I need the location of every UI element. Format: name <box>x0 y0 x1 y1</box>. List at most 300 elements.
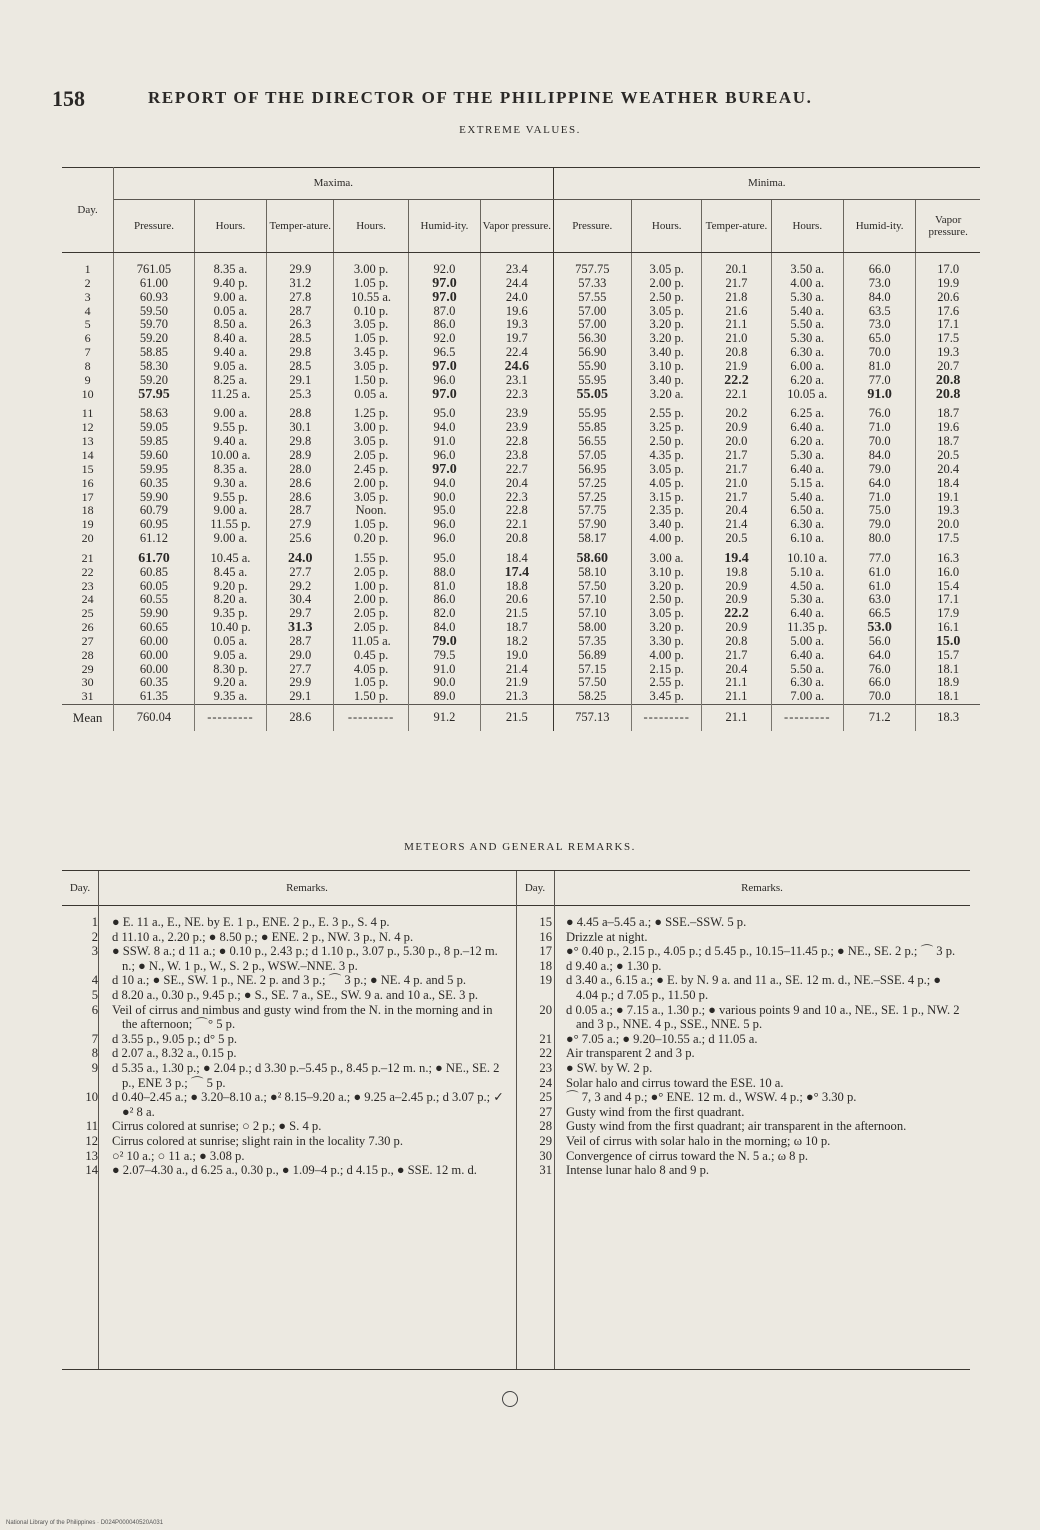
table-cell: 20.0 <box>916 518 980 532</box>
table-cell: 95.0 <box>408 407 480 421</box>
remark-text: Drizzle at night. <box>566 929 648 944</box>
table-cell: 84.0 <box>408 621 480 635</box>
table-cell: 5.40 a. <box>771 491 843 505</box>
remark-row <box>516 1076 970 1091</box>
remark-day: 28 <box>539 1119 552 1134</box>
table-cell: 20.8 <box>481 532 553 546</box>
table-cell: 88.0 <box>408 566 480 580</box>
column-header: Humid-ity. <box>843 200 915 253</box>
day-cell: 30 <box>81 675 94 690</box>
table-cell: 17.5 <box>916 332 980 346</box>
table-cell: 18.1 <box>916 690 980 704</box>
column-header: Temper-ature. <box>267 200 334 253</box>
table-cell: 57.35 <box>553 635 632 649</box>
table-cell: 10.05 a. <box>771 388 843 402</box>
table-cell: 95.0 <box>408 552 480 566</box>
mean-cell: --------- <box>194 705 266 731</box>
table-cell: 59.05 <box>114 421 195 435</box>
table-cell: 6.40 a. <box>771 607 843 621</box>
table-cell: 8.45 a. <box>194 566 266 580</box>
table-cell: 16.3 <box>916 552 980 566</box>
table-row <box>62 435 980 449</box>
remark-day: 12 <box>85 1133 98 1148</box>
table-row <box>62 690 980 704</box>
table-cell: 23.1 <box>481 374 553 388</box>
day-cell: 7 <box>84 345 91 360</box>
remark-row <box>516 1134 970 1149</box>
table-cell: 19.8 <box>702 566 771 580</box>
table-cell: 20.5 <box>702 532 771 546</box>
table-row <box>62 449 980 463</box>
table-row <box>62 277 980 291</box>
table-cell: 6.20 a. <box>771 435 843 449</box>
remark-day: 19 <box>539 973 552 988</box>
table-cell: 59.70 <box>114 318 195 332</box>
table-cell: 2.05 p. <box>334 566 408 580</box>
table-cell: 22.1 <box>481 518 553 532</box>
table-cell: 9.00 a. <box>194 407 266 421</box>
remarks-section <box>62 870 970 1370</box>
table-cell: 90.0 <box>408 491 480 505</box>
table-cell: 2.05 p. <box>334 449 408 463</box>
table-cell: 8.50 a. <box>194 318 266 332</box>
table-cell: 20.8 <box>916 388 980 402</box>
table-cell: 6.20 a. <box>771 374 843 388</box>
table-cell: 4.00 p. <box>632 649 702 663</box>
table-row <box>62 518 980 532</box>
table-cell: 9.35 a. <box>194 690 266 704</box>
table-cell: 6.40 a. <box>771 463 843 477</box>
remark-text: ●° 7.05 a.; ● 9.20–10.55 a.; d 11.05 a. <box>566 1031 758 1046</box>
table-cell: 9.00 a. <box>194 532 266 546</box>
table-cell: 58.30 <box>114 360 195 374</box>
table-cell: 91.0 <box>408 663 480 677</box>
table-cell: 19.3 <box>916 504 980 518</box>
table-cell: 76.0 <box>843 663 915 677</box>
table-cell: 64.0 <box>843 649 915 663</box>
remark-text: d 2.07 a., 8.32 a., 0.15 p. <box>112 1046 237 1061</box>
table-cell: 94.0 <box>408 421 480 435</box>
table-cell: 57.05 <box>553 449 632 463</box>
table-cell: 59.50 <box>114 305 195 319</box>
table-cell: 19.3 <box>916 346 980 360</box>
table-cell: 21.1 <box>702 318 771 332</box>
table-cell: 60.93 <box>114 291 195 305</box>
table-cell: 0.20 p. <box>334 532 408 546</box>
library-note: National Library of the Philippines · D024P000040520A031 <box>6 1520 164 1526</box>
table-cell: 55.95 <box>553 407 632 421</box>
table-cell: 17.0 <box>916 253 980 277</box>
table-cell: 11.05 a. <box>334 635 408 649</box>
table-cell: 3.45 p. <box>632 690 702 704</box>
day-cell: 26 <box>81 620 94 635</box>
table-row <box>62 318 980 332</box>
table-cell: 57.50 <box>553 676 632 690</box>
footer-ornament <box>502 1391 518 1407</box>
table-cell: 18.7 <box>481 621 553 635</box>
table-cell: 23.9 <box>481 407 553 421</box>
table-cell: 17.4 <box>481 566 553 580</box>
mean-cell: --------- <box>334 705 408 731</box>
table-cell: 8.30 p. <box>194 663 266 677</box>
table-cell: 60.35 <box>114 676 195 690</box>
table-cell: 20.7 <box>916 360 980 374</box>
table-row <box>62 374 980 388</box>
table-cell: 2.15 p. <box>632 663 702 677</box>
table-cell: 56.89 <box>553 649 632 663</box>
table-cell: 60.35 <box>114 477 195 491</box>
table-cell: 58.63 <box>114 407 195 421</box>
table-cell: 1.05 p. <box>334 518 408 532</box>
column-header: Hours. <box>632 200 702 253</box>
table-cell: 4.05 p. <box>632 477 702 491</box>
table-row <box>62 504 980 518</box>
remark-text: ● 2.07–4.30 a., d 6.25 a., 0.30 p., ● 1.09–4 p.; d 4.15 p., ● SSE. 12 m. d. <box>112 1163 477 1178</box>
table-cell: 29.7 <box>267 607 334 621</box>
table-cell: 2.45 p. <box>334 463 408 477</box>
day-cell: 27 <box>81 633 94 648</box>
day-cell: 23 <box>81 578 94 593</box>
table-cell: 96.0 <box>408 374 480 388</box>
table-cell: 60.85 <box>114 566 195 580</box>
table-cell: 20.8 <box>702 346 771 360</box>
table-row <box>62 291 980 305</box>
table-cell: 4.05 p. <box>334 663 408 677</box>
remark-text: d 10 a.; ● SE., SW. 1 p., NE. 2 p. and 3 p.; ⌒ 3 p.; ● NE. 4 p. and 5 p. <box>112 973 467 988</box>
mean-cell: 757.13 <box>553 705 632 731</box>
table-cell: 3.05 p. <box>632 305 702 319</box>
table-cell: 23.4 <box>481 253 553 277</box>
table-cell: 29.1 <box>267 374 334 388</box>
table-cell: 3.00 p. <box>334 421 408 435</box>
table-cell: 1.50 p. <box>334 374 408 388</box>
table-cell: 96.0 <box>408 518 480 532</box>
table-cell: 29.1 <box>267 690 334 704</box>
table-cell: 5.50 a. <box>771 663 843 677</box>
remark-text: ● 4.45 a–5.45 a.; ● SSE.–SSW. 5 p. <box>566 915 747 929</box>
remark-day: 4 <box>91 973 98 988</box>
table-cell: 18.7 <box>916 435 980 449</box>
table-cell: 63.0 <box>843 593 915 607</box>
table-cell: 21.1 <box>702 676 771 690</box>
table-cell: 27.7 <box>267 566 334 580</box>
table-cell: 18.2 <box>481 635 553 649</box>
table-cell: 80.0 <box>843 532 915 546</box>
table-cell: 11.35 p. <box>771 621 843 635</box>
remark-row <box>516 1003 970 1032</box>
table-cell: 57.10 <box>553 593 632 607</box>
table-cell: 9.55 p. <box>194 491 266 505</box>
table-cell: 60.00 <box>114 649 195 663</box>
remark-row <box>516 1163 970 1178</box>
table-cell: 2.00 p. <box>334 593 408 607</box>
table-cell: 0.05 a. <box>194 635 266 649</box>
table-cell: 3.25 p. <box>632 421 702 435</box>
remark-row <box>516 1046 970 1061</box>
table-cell: 10.55 a. <box>334 291 408 305</box>
table-cell: 8.35 a. <box>194 463 266 477</box>
table-cell: 29.2 <box>267 580 334 594</box>
table-cell: 24.4 <box>481 277 553 291</box>
table-cell: 70.0 <box>843 690 915 704</box>
table-cell: 57.25 <box>553 477 632 491</box>
remark-day: 31 <box>539 1163 552 1178</box>
remark-text: Air transparent 2 and 3 p. <box>566 1046 695 1061</box>
table-cell: 18.4 <box>916 477 980 491</box>
table-cell: 3.10 p. <box>632 566 702 580</box>
table-cell: 1.05 p. <box>334 277 408 291</box>
remark-text: ●° 0.40 p., 2.15 p., 4.05 p.; d 5.45 p., 10.15–11.45 p.; ● NE., SE. 2 p.; ⌒ 3 p. <box>566 944 956 959</box>
table-cell: 21.0 <box>702 332 771 346</box>
table-cell: 55.90 <box>553 360 632 374</box>
table-cell: 57.90 <box>553 518 632 532</box>
remark-day: 14 <box>85 1163 98 1178</box>
table-cell: 6.40 a. <box>771 649 843 663</box>
table-cell: 24.0 <box>267 552 334 566</box>
table-cell: 66.0 <box>843 253 915 277</box>
remark-day: 10 <box>85 1090 98 1105</box>
table-cell: 24.6 <box>481 360 553 374</box>
table-cell: 56.0 <box>843 635 915 649</box>
remark-row <box>62 1163 516 1178</box>
remark-row <box>62 1134 516 1149</box>
table-cell: 3.05 p. <box>632 463 702 477</box>
table-cell: 22.2 <box>702 607 771 621</box>
table-row <box>62 621 980 635</box>
table-cell: 21.7 <box>702 277 771 291</box>
table-cell: Noon. <box>334 504 408 518</box>
table-cell: 3.20 a. <box>632 388 702 402</box>
table-row <box>62 663 980 677</box>
table-cell: 7.00 a. <box>771 690 843 704</box>
remark-text: Gusty wind from the first quadrant; air transparent in the afternoon. <box>566 1119 907 1134</box>
table-cell: 9.40 a. <box>194 435 266 449</box>
table-cell: 60.55 <box>114 593 195 607</box>
table-cell: 6.25 a. <box>771 407 843 421</box>
table-cell: 3.40 p. <box>632 518 702 532</box>
table-cell: 2.05 p. <box>334 621 408 635</box>
table-cell: 64.0 <box>843 477 915 491</box>
table-cell: 10.45 a. <box>194 552 266 566</box>
day-cell: 20 <box>81 531 94 546</box>
day-cell: 21 <box>81 550 94 565</box>
table-cell: 1.25 p. <box>334 407 408 421</box>
table-cell: 18.9 <box>916 676 980 690</box>
table-cell: 26.3 <box>267 318 334 332</box>
table-cell: 24.0 <box>481 291 553 305</box>
table-cell: 59.20 <box>114 332 195 346</box>
table-cell: 5.15 a. <box>771 477 843 491</box>
table-cell: 0.05 a. <box>334 388 408 402</box>
remark-row <box>62 930 516 945</box>
remark-row <box>62 944 516 973</box>
table-cell: 20.9 <box>702 593 771 607</box>
table-cell: 61.35 <box>114 690 195 704</box>
table-cell: 16.1 <box>916 621 980 635</box>
table-cell: 86.0 <box>408 318 480 332</box>
table-cell: 60.65 <box>114 621 195 635</box>
remark-row <box>62 1119 516 1134</box>
remark-text: d 3.40 a., 6.15 a.; ● E. by N. 9 a. and 11 a., SE. 12 m. d., NE.–SSE. 4 p.; ● 4.04 p.; d 7.05 p., 11.50 p. <box>566 973 942 1002</box>
table-cell: 56.95 <box>553 463 632 477</box>
table-cell: 29.8 <box>267 346 334 360</box>
table-cell: 29.9 <box>267 676 334 690</box>
table-cell: 60.00 <box>114 663 195 677</box>
table-row <box>62 305 980 319</box>
table-cell: 89.0 <box>408 690 480 704</box>
table-cell: 19.6 <box>481 305 553 319</box>
table-cell: 20.8 <box>916 374 980 388</box>
table-cell: 20.8 <box>702 635 771 649</box>
remark-day: 20 <box>539 1002 552 1017</box>
table-row <box>62 360 980 374</box>
table-cell: 79.5 <box>408 649 480 663</box>
table-cell: 22.3 <box>481 491 553 505</box>
table-cell: 21.0 <box>702 477 771 491</box>
remark-text: d 3.55 p., 9.05 p.; d° 5 p. <box>112 1031 238 1046</box>
remark-text: Convergence of cirrus toward the N. 5 a.; ω 8 p. <box>566 1148 809 1163</box>
remark-text: Solar halo and cirrus toward the ESE. 10 a. <box>566 1075 784 1090</box>
remark-row <box>62 915 516 930</box>
day-cell: 15 <box>81 461 94 476</box>
table-cell: 9.30 a. <box>194 477 266 491</box>
table-cell: 3.05 p. <box>334 318 408 332</box>
table-cell: 20.2 <box>702 407 771 421</box>
table-cell: 57.25 <box>553 491 632 505</box>
table-cell: 66.0 <box>843 676 915 690</box>
remark-text: d 9.40 a.; ● 1.30 p. <box>566 958 662 973</box>
table-cell: 9.05 a. <box>194 649 266 663</box>
mean-cell: --------- <box>632 705 702 731</box>
table-cell: 0.45 p. <box>334 649 408 663</box>
table-cell: 84.0 <box>843 449 915 463</box>
table-cell: 20.9 <box>702 580 771 594</box>
table-cell: 79.0 <box>843 463 915 477</box>
table-cell: 17.6 <box>916 305 980 319</box>
remark-day: 6 <box>91 1002 98 1017</box>
table-cell: 95.0 <box>408 504 480 518</box>
day-cell: 18 <box>81 503 94 518</box>
table-cell: 17.1 <box>916 593 980 607</box>
table-cell: 1.05 p. <box>334 332 408 346</box>
table-cell: 20.1 <box>702 253 771 277</box>
table-cell: 2.55 p. <box>632 676 702 690</box>
column-header: Vapor pressure. <box>481 200 553 253</box>
table-cell: 56.90 <box>553 346 632 360</box>
table-cell: 58.00 <box>553 621 632 635</box>
table-cell: 70.0 <box>843 435 915 449</box>
mean-cell: 91.2 <box>408 705 480 731</box>
table-cell: 91.0 <box>843 388 915 402</box>
mean-cell: 71.2 <box>843 705 915 731</box>
table-cell: 0.10 p. <box>334 305 408 319</box>
table-cell: 59.60 <box>114 449 195 463</box>
table-cell: 58.17 <box>553 532 632 546</box>
mean-cell: 21.1 <box>702 705 771 731</box>
table-cell: 3.50 a. <box>771 253 843 277</box>
table-cell: 18.7 <box>916 407 980 421</box>
remarks-right-column <box>516 915 970 1178</box>
table-cell: 3.00 a. <box>632 552 702 566</box>
table-cell: 0.05 a. <box>194 305 266 319</box>
table-row <box>62 253 980 277</box>
table-cell: 97.0 <box>408 463 480 477</box>
maxima-header: Maxima. <box>114 167 553 200</box>
day-cell: 31 <box>81 689 94 704</box>
remark-day: 2 <box>91 929 98 944</box>
table-row <box>62 593 980 607</box>
table-row <box>62 607 980 621</box>
table-cell: 56.30 <box>553 332 632 346</box>
table-cell: 19.3 <box>481 318 553 332</box>
table-cell: 81.0 <box>843 360 915 374</box>
table-cell: 28.5 <box>267 360 334 374</box>
table-cell: 21.6 <box>702 305 771 319</box>
table-cell: 22.2 <box>702 374 771 388</box>
remark-row <box>62 973 516 988</box>
table-cell: 1.50 p. <box>334 690 408 704</box>
table-cell: 16.0 <box>916 566 980 580</box>
table-cell: 77.0 <box>843 552 915 566</box>
table-cell: 2.00 p. <box>632 277 702 291</box>
table-cell: 20.5 <box>916 449 980 463</box>
table-cell: 97.0 <box>408 388 480 402</box>
day-cell: 4 <box>84 303 91 318</box>
table-row <box>62 388 980 402</box>
table-cell: 58.85 <box>114 346 195 360</box>
day-cell: 16 <box>81 475 94 490</box>
remark-row <box>62 988 516 1003</box>
table-cell: 21.7 <box>702 449 771 463</box>
table-cell: 3.20 p. <box>632 621 702 635</box>
table-cell: 18.1 <box>916 663 980 677</box>
table-cell: 96.0 <box>408 449 480 463</box>
remark-row <box>62 1003 516 1032</box>
table-cell: 6.30 a. <box>771 346 843 360</box>
table-cell: 8.40 a. <box>194 332 266 346</box>
table-cell: 2.00 p. <box>334 477 408 491</box>
table-cell: 20.9 <box>702 421 771 435</box>
remark-row <box>516 1032 970 1047</box>
column-header: Temper-ature. <box>702 200 771 253</box>
extreme-values-table <box>62 167 980 731</box>
table-cell: 4.00 a. <box>771 277 843 291</box>
table-cell: 19.1 <box>916 491 980 505</box>
day-cell: 14 <box>81 447 94 462</box>
table-cell: 21.9 <box>481 676 553 690</box>
table-row <box>62 676 980 690</box>
table-cell: 15.0 <box>916 635 980 649</box>
remark-text: ● E. 11 a., E., NE. by E. 1 p., ENE. 2 p., E. 3 p., S. 4 p. <box>112 915 390 929</box>
table-cell: 60.00 <box>114 635 195 649</box>
table-cell: 57.15 <box>553 663 632 677</box>
table-cell: 2.35 p. <box>632 504 702 518</box>
table-cell: 761.05 <box>114 253 195 277</box>
remark-text: Gusty wind from the first quadrant. <box>566 1104 745 1119</box>
table-cell: 11.55 p. <box>194 518 266 532</box>
remark-day: 27 <box>539 1104 552 1119</box>
table-cell: 18.4 <box>481 552 553 566</box>
remark-text: Cirrus colored at sunrise; slight rain in the locality 7.30 p. <box>112 1133 404 1148</box>
remark-day: 21 <box>539 1031 552 1046</box>
table-cell: 6.50 a. <box>771 504 843 518</box>
table-cell: 10.10 a. <box>771 552 843 566</box>
day-cell: 8 <box>84 358 91 373</box>
remark-day: 5 <box>91 987 98 1002</box>
table-cell: 57.55 <box>553 291 632 305</box>
day-cell: 3 <box>84 289 91 304</box>
remark-row <box>62 1032 516 1047</box>
